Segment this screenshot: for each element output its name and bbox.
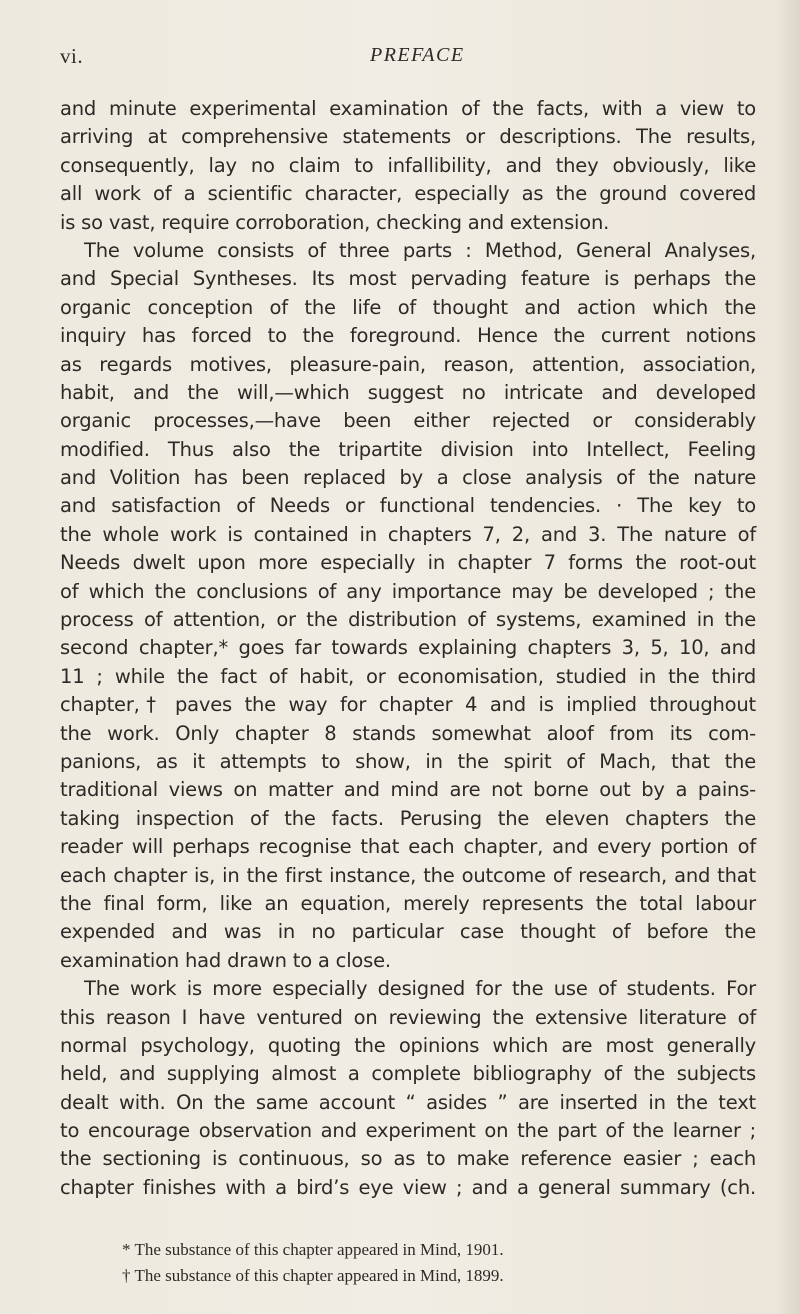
text-line: consequently, lay no claim to infallibility, and they obviously, like (60, 153, 756, 177)
text-line: as regards motives, pleasure-pain, reason, attention, association, (60, 352, 756, 376)
page-edge-shadow (778, 0, 800, 1314)
text-line: and satisfaction of Needs or functional tendencies. · The key to (60, 494, 756, 518)
text-line: and Special Syntheses. Its most pervading feature is perhaps the (60, 267, 756, 291)
text-line: The work is more especially designed for the use of students. For (84, 977, 756, 1001)
text-line: and minute experimental examination of the facts, with a view to (60, 97, 756, 120)
text-line: the sectioning is continuous, so as to make reference easier ; each (60, 1147, 756, 1171)
text-line: expended and was in no particular case thought of before the (60, 920, 756, 944)
text-line: Needs dwelt upon more especially in chapter 7 forms the root-out (60, 551, 756, 575)
text-line: dealt with. On the same account “ asides ” are inserted in the text (60, 1090, 756, 1114)
text-line: all work of a scientific character, especially as the ground covered (60, 182, 756, 206)
text-line: second chapter,* goes far towards explaining chapters 3, 5, 10, and (60, 636, 756, 660)
text-line: each chapter is, in the first instance, the outcome of research, and that (60, 863, 756, 887)
text-line: is so vast, require corroboration, checking and extension. (60, 210, 610, 234)
text-line: reader will perhaps recognise that each chapter, and every portion of (60, 835, 756, 859)
footnote: † The substance of this chapter appeared in Mind, 1899. (122, 1266, 504, 1285)
text-line: 11 ; while the fact of habit, or economisation, studied in the third (60, 664, 756, 688)
text-line: inquiry has forced to the foreground. Hence the current notions (60, 324, 756, 348)
text-line: chapter finishes with a bird’s eye view ; and a general summary (ch. (60, 1175, 756, 1199)
text-line: The volume consists of three parts : Method, General Analyses, (84, 238, 756, 262)
text-line: the work. Only chapter 8 stands somewhat aloof from its com- (60, 721, 756, 745)
footnotes (122, 1237, 762, 1289)
page-number: vi. (60, 44, 84, 68)
footnote: * The substance of this chapter appeared in Mind, 1901. (122, 1240, 504, 1259)
text-line: modified. Thus also the tripartite division into Intellect, Feeling (60, 437, 756, 461)
text-line: chapter,† paves the way for chapter 4 and is implied throughout (60, 693, 756, 717)
text-line: of which the conclusions of any importance may be developed ; the (60, 579, 756, 603)
text-line: normal psychology, quoting the opinions which are most generally (60, 1033, 756, 1057)
text-line: the whole work is contained in chapters 7, 2, and 3. The nature of (60, 522, 756, 546)
text-line: organic conception of the life of thought and action which the (60, 295, 756, 319)
text-line: process of attention, or the distribution of systems, examined in the (60, 608, 756, 632)
text-line: examination had drawn to a close. (60, 948, 391, 972)
text-line: organic processes,—have been either rejected or considerably (60, 409, 756, 433)
text-line: held, and supplying almost a complete bibliography of the subjects (60, 1062, 756, 1086)
page-header (0, 44, 800, 74)
text-line: taking inspection of the facts. Perusing the eleven chapters the (60, 806, 756, 830)
text-line: this reason I have ventured on reviewing the extensive literature of (60, 1005, 756, 1029)
running-title: PREFACE (370, 44, 465, 66)
text-line: and Volition has been replaced by a close analysis of the nature (60, 466, 756, 490)
text-line: arriving at comprehensive statements or descriptions. The results, (60, 125, 756, 149)
text-line: the final form, like an equation, merely represents the total labour (60, 891, 756, 915)
text-line: panions, as it attempts to show, in the spirit of Mach, that the (60, 749, 756, 773)
text-line: traditional views on matter and mind are not borne out by a pains- (60, 778, 756, 802)
body-text (60, 95, 756, 1202)
text-line: habit, and the will,—which suggest no intricate and developed (60, 380, 756, 404)
text-line: to encourage observation and experiment on the part of the learner ; (60, 1119, 756, 1143)
